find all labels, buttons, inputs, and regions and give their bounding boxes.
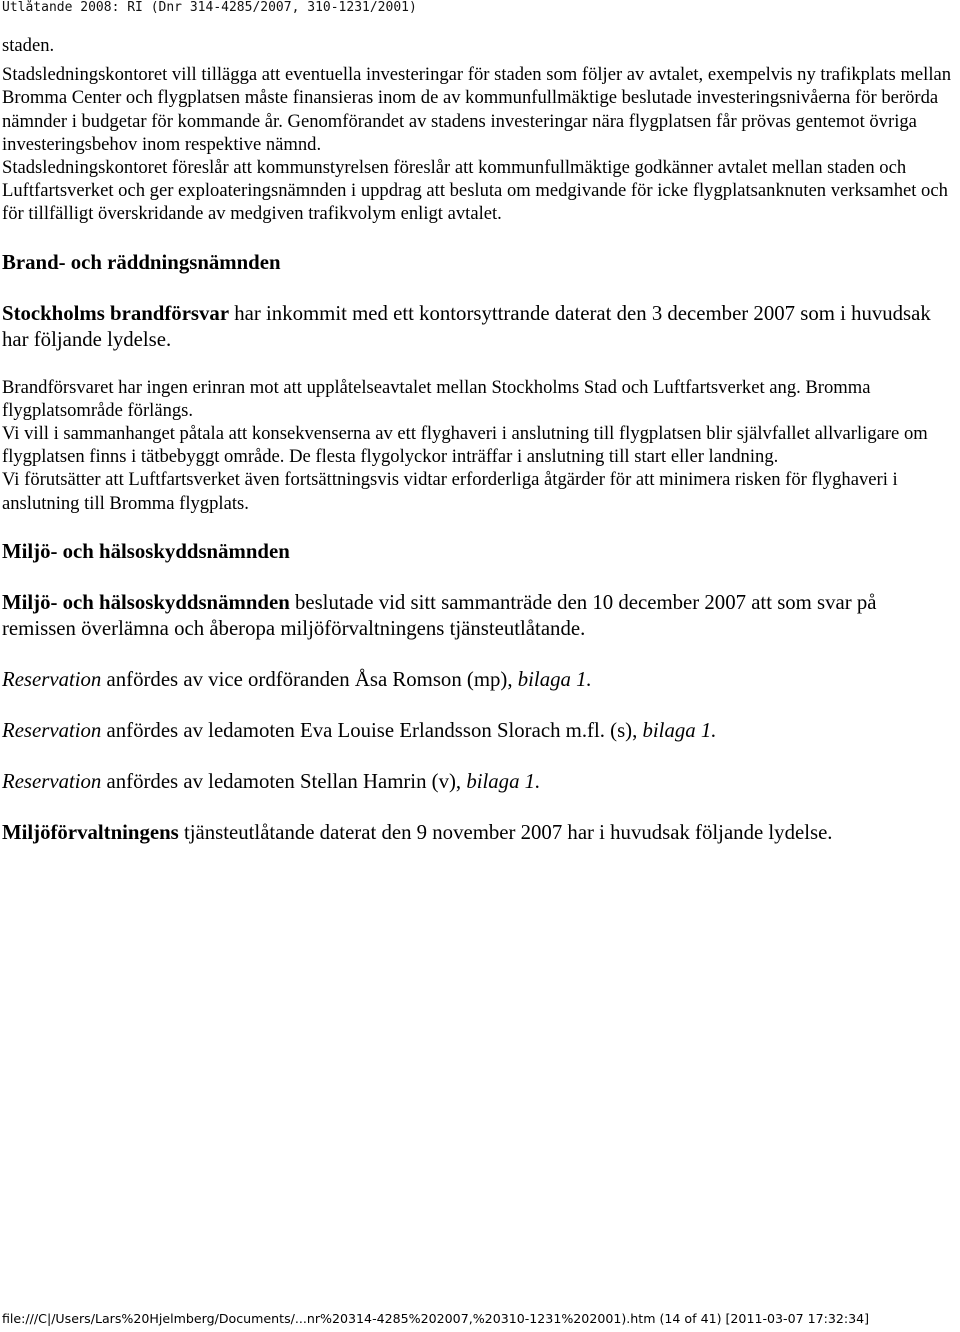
paragraph: Brandförsvaret har ingen erinran mot att upplåtelseavtalet mellan Stockholms Stad och Luftfartsverket ang. Bromma flygplatsområde förlängs. [2, 376, 871, 421]
reservation-text: anfördes av ledamoten Eva Louise Erlandsson Slorach m.fl. (s), [101, 718, 643, 742]
paragraph: Vi vill i sammanhanget påtala att konsekvenserna av ett flyghaveri i anslutning till flygplatsen blir självfallet allvarligare om flygplatsen finns i tätbebyggt område. De flesta flygolyckor inträffar i anslutning till start eller landning. [2, 423, 928, 468]
paragraph [2, 301, 954, 353]
paragraph-text: har inkommit med ett kontorsyttrande daterat den 3 december 2007 som i huvudsak har följande lydelse. [2, 301, 931, 351]
section-heading-miljo: Miljö- och hälsoskyddsnämnden [2, 539, 290, 563]
reservation-text: anfördes av vice ordföranden Åsa Romson (mp), [101, 667, 518, 691]
reservation-text: anfördes av ledamoten Stellan Hamrin (v), [101, 769, 467, 793]
paragraph: Stadsledningskontoret föreslår att kommunstyrelsen föreslår att kommunfullmäktige godkänner avtalet mellan staden och Luftfartsverket och ger exploateringsnämnden i uppdrag att besluta om medgivande för icke flygplatsanknuten verksamhet och för tillfälligt överskridande av medgiven trafikvolym enligt avtalet. [2, 157, 948, 225]
paragraph: Stadsledningskontoret vill tillägga att eventuella investeringar för staden som följer av avtalet, exempelvis ny trafikplats mellan Bromma Center och flygplatsen måste finansieras inom de av kommunfullmäktige beslutade investeringsnivåerna för berörda nämnder i budgetar för kommande år. Genomförandet av stadens investeringar nära flygplatsen får prövas gentemot övriga investeringsbehov inom respektive nämnd. [2, 64, 952, 155]
bold-term: Miljöförvaltningens [2, 820, 179, 844]
reservation-item [2, 718, 954, 744]
paragraph-text: tjänsteutlåtande daterat den 9 november 2007 har i huvudsak följande lydelse. [178, 820, 833, 844]
attachment-reference: bilaga 1. [517, 667, 592, 691]
document-body [2, 34, 954, 846]
page-header [2, 0, 952, 16]
reservation-label: Reservation [2, 718, 102, 742]
paragraph-text: beslutade vid sitt sammanträde den 10 december 2007 att som svar på remissen överlämna och åberopa miljöförvaltningens tjänsteutlåtande. [2, 590, 877, 640]
reservation-item [2, 769, 954, 795]
brandforsvar-quote [2, 376, 954, 515]
page-footer [2, 1311, 958, 1327]
attachment-reference: bilaga 1. [642, 718, 717, 742]
file-path-text: file:///C|/Users/Lars%20Hjelmberg/Documents/...nr%20314-4285%202007,%20310-1231%202001).htm (14 of 41) [2011-03-07 17:32:34] [2, 1311, 870, 1326]
reservation-label: Reservation [2, 769, 102, 793]
bold-term: Miljö- och hälsoskyddsnämnden [2, 590, 290, 614]
stadsledningskontoret-section [2, 34, 954, 226]
bold-term: Stockholms brandförsvar [2, 301, 230, 325]
reservation-label: Reservation [2, 667, 102, 691]
paragraph [2, 820, 954, 846]
paragraph: staden. [2, 35, 55, 56]
attachment-reference: bilaga 1. [466, 769, 541, 793]
section-heading-brand: Brand- och räddningsnämnden [2, 250, 281, 274]
paragraph [2, 590, 954, 642]
paragraph: Vi förutsätter att Luftfartsverket även fortsättningsvis vidtar erforderliga åtgärder för att minimera risken för flyghaveri i anslutning till Bromma flygplats. [2, 469, 898, 514]
document-title: Utlåtande 2008: RI (Dnr 314-4285/2007, 310-1231/2001) [2, 0, 417, 15]
reservation-item [2, 667, 954, 693]
